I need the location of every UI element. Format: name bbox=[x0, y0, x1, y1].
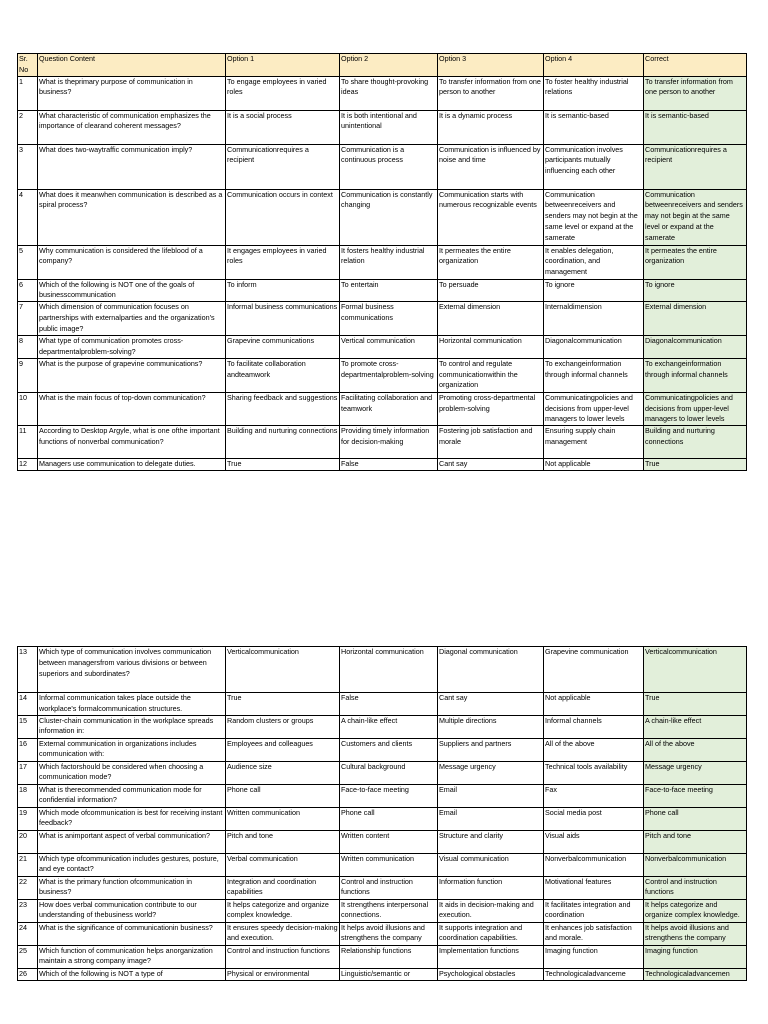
table-row bbox=[18, 189, 747, 245]
cell-option-1: Sharing feedback and suggestions bbox=[226, 392, 340, 425]
cell-option-1: Building and nurturing connections bbox=[226, 426, 340, 459]
cell-option-2: It strengthens interpersonal connections. bbox=[340, 899, 438, 922]
cell-option-3: Structure and clarity bbox=[438, 830, 544, 853]
cell-question: What characteristic of communication emphasizes the importance of clearand coherent messages? bbox=[38, 110, 226, 144]
cell-option-1: Communication occurs in context bbox=[226, 189, 340, 245]
table-row bbox=[18, 279, 747, 302]
table-row bbox=[18, 647, 747, 693]
cell-sr-no: 2 bbox=[18, 110, 38, 144]
cell-sr-no: 20 bbox=[18, 830, 38, 853]
cell-correct: A chain-like effect bbox=[644, 715, 747, 738]
header-option-2: Option 2 bbox=[340, 54, 438, 77]
table-row bbox=[18, 336, 747, 359]
cell-correct: Communicatingpolicies and decisions from upper-level managers to lower levels bbox=[644, 392, 747, 425]
cell-option-3: To persuade bbox=[438, 279, 544, 302]
cell-question: Managers use communication to delegate duties. bbox=[38, 459, 226, 471]
cell-option-4: Communication betweenreceivers and senders may not begin at the same level or expand at the samerate bbox=[544, 189, 644, 245]
cell-option-3: Email bbox=[438, 807, 544, 830]
cell-option-1: Communicationrequires a recipient bbox=[226, 144, 340, 189]
header-question-content: Question Content bbox=[38, 54, 226, 77]
cell-option-2: Communication is constantly changing bbox=[340, 189, 438, 245]
cell-sr-no: 5 bbox=[18, 245, 38, 279]
cell-option-3: It is a dynamic process bbox=[438, 110, 544, 144]
cell-correct: Technologicaladvancemen bbox=[644, 968, 747, 980]
cell-option-4: To foster healthy industrial relations bbox=[544, 76, 644, 110]
cell-option-2: Written content bbox=[340, 830, 438, 853]
cell-option-1: True bbox=[226, 693, 340, 716]
cell-option-1: It is a social process bbox=[226, 110, 340, 144]
question-table-1 bbox=[17, 53, 747, 471]
cell-option-2: Face-to-face meeting bbox=[340, 784, 438, 807]
cell-sr-no: 4 bbox=[18, 189, 38, 245]
cell-option-2: Vertical communication bbox=[340, 336, 438, 359]
cell-option-3: Implementation functions bbox=[438, 945, 544, 968]
table-row bbox=[18, 392, 747, 425]
cell-correct: Verticalcommunication bbox=[644, 647, 747, 693]
table-row bbox=[18, 110, 747, 144]
cell-option-3: It permeates the entire organization bbox=[438, 245, 544, 279]
cell-sr-no: 21 bbox=[18, 853, 38, 876]
cell-option-4: Communication involves participants mutually influencing each other bbox=[544, 144, 644, 189]
cell-option-4: It enhances job satisfaction and morale. bbox=[544, 922, 644, 945]
cell-option-2: Relationship functions bbox=[340, 945, 438, 968]
table-row bbox=[18, 245, 747, 279]
cell-correct: Imaging function bbox=[644, 945, 747, 968]
cell-option-4: Not applicable bbox=[544, 459, 644, 471]
cell-option-2: False bbox=[340, 693, 438, 716]
cell-sr-no: 26 bbox=[18, 968, 38, 980]
cell-correct: Communicationrequires a recipient bbox=[644, 144, 747, 189]
cell-option-1: Verticalcommunication bbox=[226, 647, 340, 693]
cell-question: What is the significance of communicationin business? bbox=[38, 922, 226, 945]
cell-question: Which of the following is NOT one of the goals of businesscommunication bbox=[38, 279, 226, 302]
cell-question: What is the purpose of grapevine communications? bbox=[38, 358, 226, 392]
cell-correct: Diagonalcommunication bbox=[644, 336, 747, 359]
cell-option-2: It fosters healthy industrial relation bbox=[340, 245, 438, 279]
cell-option-2: It is both intentional and unintentional bbox=[340, 110, 438, 144]
cell-question: What is animportant aspect of verbal communication? bbox=[38, 830, 226, 853]
cell-question: How does verbal communication contribute to our understanding of thebusiness world? bbox=[38, 899, 226, 922]
cell-correct: Face-to-face meeting bbox=[644, 784, 747, 807]
table-row bbox=[18, 426, 747, 459]
cell-option-2: To entertain bbox=[340, 279, 438, 302]
cell-option-2: Communication is a continuous process bbox=[340, 144, 438, 189]
table-row bbox=[18, 693, 747, 716]
table-row bbox=[18, 302, 747, 336]
cell-question: Which function of communication helps anorganization maintain a strong company image? bbox=[38, 945, 226, 968]
cell-sr-no: 3 bbox=[18, 144, 38, 189]
header-option-4: Option 4 bbox=[544, 54, 644, 77]
header-option-3: Option 3 bbox=[438, 54, 544, 77]
cell-option-1: Informal business communications bbox=[226, 302, 340, 336]
header-option-1: Option 1 bbox=[226, 54, 340, 77]
cell-correct: It is semantic-based bbox=[644, 110, 747, 144]
cell-option-2: It helps avoid illusions and strengthens the company bbox=[340, 922, 438, 945]
table-row bbox=[18, 968, 747, 980]
cell-sr-no: 10 bbox=[18, 392, 38, 425]
table-row bbox=[18, 853, 747, 876]
header-sr-no: Sr. No bbox=[18, 54, 38, 77]
cell-option-3: Visual communication bbox=[438, 853, 544, 876]
cell-option-4: All of the above bbox=[544, 738, 644, 761]
table-row bbox=[18, 876, 747, 899]
cell-option-2: Phone call bbox=[340, 807, 438, 830]
cell-option-3: Multiple directions bbox=[438, 715, 544, 738]
cell-option-1: True bbox=[226, 459, 340, 471]
cell-question: Which type of communication involves communication between managersfrom various divisions or between superiors and subordinates? bbox=[38, 647, 226, 693]
table-row bbox=[18, 899, 747, 922]
cell-question: What is theprimary purpose of communication in business? bbox=[38, 76, 226, 110]
cell-option-4: Not applicable bbox=[544, 693, 644, 716]
cell-option-1: Physical or environmental bbox=[226, 968, 340, 980]
table-row bbox=[18, 715, 747, 738]
cell-option-1: It helps categorize and organize complex knowledge. bbox=[226, 899, 340, 922]
cell-option-1: To facilitate collaboration andteamwork bbox=[226, 358, 340, 392]
cell-correct: True bbox=[644, 693, 747, 716]
cell-option-4: Grapevine communication bbox=[544, 647, 644, 693]
cell-option-4: Diagonalcommunication bbox=[544, 336, 644, 359]
cell-correct: It permeates the entire organization bbox=[644, 245, 747, 279]
cell-option-4: Imaging function bbox=[544, 945, 644, 968]
cell-sr-no: 13 bbox=[18, 647, 38, 693]
cell-question: Which dimension of communication focuses on partnerships with externalparties and the organization's public image? bbox=[38, 302, 226, 336]
cell-option-3: It aids in decision-making and execution. bbox=[438, 899, 544, 922]
cell-option-3: Communication is influenced by noise and time bbox=[438, 144, 544, 189]
cell-option-3: To transfer information from one person to another bbox=[438, 76, 544, 110]
cell-option-1: Employees and colleagues bbox=[226, 738, 340, 761]
cell-option-4: Internaldimension bbox=[544, 302, 644, 336]
cell-correct: Pitch and tone bbox=[644, 830, 747, 853]
cell-option-1: Grapevine communications bbox=[226, 336, 340, 359]
cell-option-1: It engages employees in varied roles bbox=[226, 245, 340, 279]
cell-question: What does it meanwhen communication is described as a spiral process? bbox=[38, 189, 226, 245]
cell-question: Which mode ofcommunication is best for receiving instant feedback? bbox=[38, 807, 226, 830]
cell-sr-no: 24 bbox=[18, 922, 38, 945]
cell-sr-no: 25 bbox=[18, 945, 38, 968]
table-row bbox=[18, 76, 747, 110]
cell-option-3: Diagonal communication bbox=[438, 647, 544, 693]
cell-sr-no: 11 bbox=[18, 426, 38, 459]
cell-correct: Control and instruction functions bbox=[644, 876, 747, 899]
table-row bbox=[18, 922, 747, 945]
cell-option-3: It supports integration and coordination capabilities. bbox=[438, 922, 544, 945]
cell-question: Which factorshould be considered when choosing a communication mode? bbox=[38, 761, 226, 784]
table-row bbox=[18, 830, 747, 853]
cell-sr-no: 14 bbox=[18, 693, 38, 716]
cell-option-3: Email bbox=[438, 784, 544, 807]
cell-correct: Phone call bbox=[644, 807, 747, 830]
cell-option-2: Customers and clients bbox=[340, 738, 438, 761]
cell-option-2: Linguistic/semantic or bbox=[340, 968, 438, 980]
cell-question: Which type ofcommunication includes gestures, posture, and eye contact? bbox=[38, 853, 226, 876]
cell-option-3: Cant say bbox=[438, 459, 544, 471]
cell-sr-no: 15 bbox=[18, 715, 38, 738]
cell-option-2: Control and instruction functions bbox=[340, 876, 438, 899]
cell-option-2: Facilitating collaboration and teamwork bbox=[340, 392, 438, 425]
cell-option-4: Nonverbalcommunication bbox=[544, 853, 644, 876]
cell-sr-no: 23 bbox=[18, 899, 38, 922]
cell-option-4: Fax bbox=[544, 784, 644, 807]
cell-question: Why communication is considered the lifeblood of a company? bbox=[38, 245, 226, 279]
cell-sr-no: 6 bbox=[18, 279, 38, 302]
cell-option-1: Pitch and tone bbox=[226, 830, 340, 853]
cell-option-4: Ensuring supply chain management bbox=[544, 426, 644, 459]
cell-option-1: Control and instruction functions bbox=[226, 945, 340, 968]
cell-option-1: Random clusters or groups bbox=[226, 715, 340, 738]
cell-option-1: It ensures speedy decision-making and execution. bbox=[226, 922, 340, 945]
cell-question: Which of the following is NOT a type of bbox=[38, 968, 226, 980]
cell-option-3: Promoting cross-departmental problem-solving bbox=[438, 392, 544, 425]
cell-option-4: It is semantic-based bbox=[544, 110, 644, 144]
cell-correct: All of the above bbox=[644, 738, 747, 761]
cell-option-3: Horizontal communication bbox=[438, 336, 544, 359]
table-row bbox=[18, 358, 747, 392]
cell-option-2: Providing timely information for decision-making bbox=[340, 426, 438, 459]
cell-correct: Building and nurturing connections bbox=[644, 426, 747, 459]
table-header-row bbox=[18, 54, 747, 77]
cell-sr-no: 8 bbox=[18, 336, 38, 359]
cell-option-4: Technologicaladvanceme bbox=[544, 968, 644, 980]
cell-option-3: Fostering job satisfaction and morale bbox=[438, 426, 544, 459]
cell-sr-no: 1 bbox=[18, 76, 38, 110]
cell-option-3: Message urgency bbox=[438, 761, 544, 784]
cell-option-3: Psychological obstacles bbox=[438, 968, 544, 980]
cell-correct: To ignore bbox=[644, 279, 747, 302]
cell-sr-no: 22 bbox=[18, 876, 38, 899]
cell-question: According to Desktop Argyle, what is one ofthe important functions of nonverbal communication? bbox=[38, 426, 226, 459]
cell-option-4: Visual aids bbox=[544, 830, 644, 853]
cell-option-3: Information function bbox=[438, 876, 544, 899]
cell-option-2: Formal business communications bbox=[340, 302, 438, 336]
cell-sr-no: 18 bbox=[18, 784, 38, 807]
cell-option-2: Written communication bbox=[340, 853, 438, 876]
cell-correct: Nonverbalcommunication bbox=[644, 853, 747, 876]
cell-correct: To transfer information from one person to another bbox=[644, 76, 747, 110]
cell-question: External communication in organizations includes communication with: bbox=[38, 738, 226, 761]
cell-correct: To exchangeinformation through informal channels bbox=[644, 358, 747, 392]
cell-option-4: Communicatingpolicies and decisions from upper-level managers to lower levels bbox=[544, 392, 644, 425]
cell-option-4: To ignore bbox=[544, 279, 644, 302]
cell-option-3: Suppliers and partners bbox=[438, 738, 544, 761]
cell-question: Informal communication takes place outside the workplace's formalcommunication structures. bbox=[38, 693, 226, 716]
cell-sr-no: 9 bbox=[18, 358, 38, 392]
cell-option-1: Audience size bbox=[226, 761, 340, 784]
cell-option-3: External dimension bbox=[438, 302, 544, 336]
cell-option-1: Phone call bbox=[226, 784, 340, 807]
cell-option-4: It enables delegation, coordination, and management bbox=[544, 245, 644, 279]
cell-option-1: To engage employees in varied roles bbox=[226, 76, 340, 110]
cell-option-3: Cant say bbox=[438, 693, 544, 716]
cell-option-1: Written communication bbox=[226, 807, 340, 830]
cell-correct: Message urgency bbox=[644, 761, 747, 784]
cell-option-4: Social media post bbox=[544, 807, 644, 830]
cell-option-2: To share thought-provoking ideas bbox=[340, 76, 438, 110]
cell-option-2: Cultural background bbox=[340, 761, 438, 784]
cell-option-1: Integration and coordination capabilities bbox=[226, 876, 340, 899]
cell-option-2: Horizontal communication bbox=[340, 647, 438, 693]
cell-option-4: Informal channels bbox=[544, 715, 644, 738]
table-row bbox=[18, 945, 747, 968]
cell-option-2: A chain-like effect bbox=[340, 715, 438, 738]
cell-option-3: Communication starts with numerous recognizable events bbox=[438, 189, 544, 245]
header-correct: Correct bbox=[644, 54, 747, 77]
cell-question: What is the main focus of top-down communication? bbox=[38, 392, 226, 425]
cell-question: Cluster-chain communication in the workplace spreads information in: bbox=[38, 715, 226, 738]
cell-option-1: Verbal communication bbox=[226, 853, 340, 876]
cell-option-4: To exchangeinformation through informal channels bbox=[544, 358, 644, 392]
question-table-2 bbox=[17, 646, 747, 981]
table-row bbox=[18, 144, 747, 189]
cell-sr-no: 16 bbox=[18, 738, 38, 761]
cell-correct: External dimension bbox=[644, 302, 747, 336]
cell-option-4: Technical tools availability bbox=[544, 761, 644, 784]
cell-sr-no: 7 bbox=[18, 302, 38, 336]
cell-correct: Communication betweenreceivers and senders may not begin at the same level or expand at the samerate bbox=[644, 189, 747, 245]
cell-correct: It helps avoid illusions and strengthens the company bbox=[644, 922, 747, 945]
cell-option-4: Motivational features bbox=[544, 876, 644, 899]
cell-option-3: To control and regulate communicationwithin the organization bbox=[438, 358, 544, 392]
cell-option-4: It facilitates integration and coordination bbox=[544, 899, 644, 922]
cell-sr-no: 17 bbox=[18, 761, 38, 784]
table-row bbox=[18, 807, 747, 830]
cell-option-2: False bbox=[340, 459, 438, 471]
table-row bbox=[18, 738, 747, 761]
table-row bbox=[18, 459, 747, 471]
table-row bbox=[18, 761, 747, 784]
cell-correct: True bbox=[644, 459, 747, 471]
cell-option-1: To inform bbox=[226, 279, 340, 302]
cell-question: What does two-waytraffic communication imply? bbox=[38, 144, 226, 189]
cell-option-2: To promote cross-departmentalproblem-solving bbox=[340, 358, 438, 392]
cell-question: What is therecommended communication mode for confidential information? bbox=[38, 784, 226, 807]
cell-question: What type of communication promotes cross-departmentalproblem-solving? bbox=[38, 336, 226, 359]
cell-sr-no: 19 bbox=[18, 807, 38, 830]
cell-correct: It helps categorize and organize complex knowledge. bbox=[644, 899, 747, 922]
table-row bbox=[18, 784, 747, 807]
cell-question: What is the primary function ofcommunication in business? bbox=[38, 876, 226, 899]
cell-sr-no: 12 bbox=[18, 459, 38, 471]
